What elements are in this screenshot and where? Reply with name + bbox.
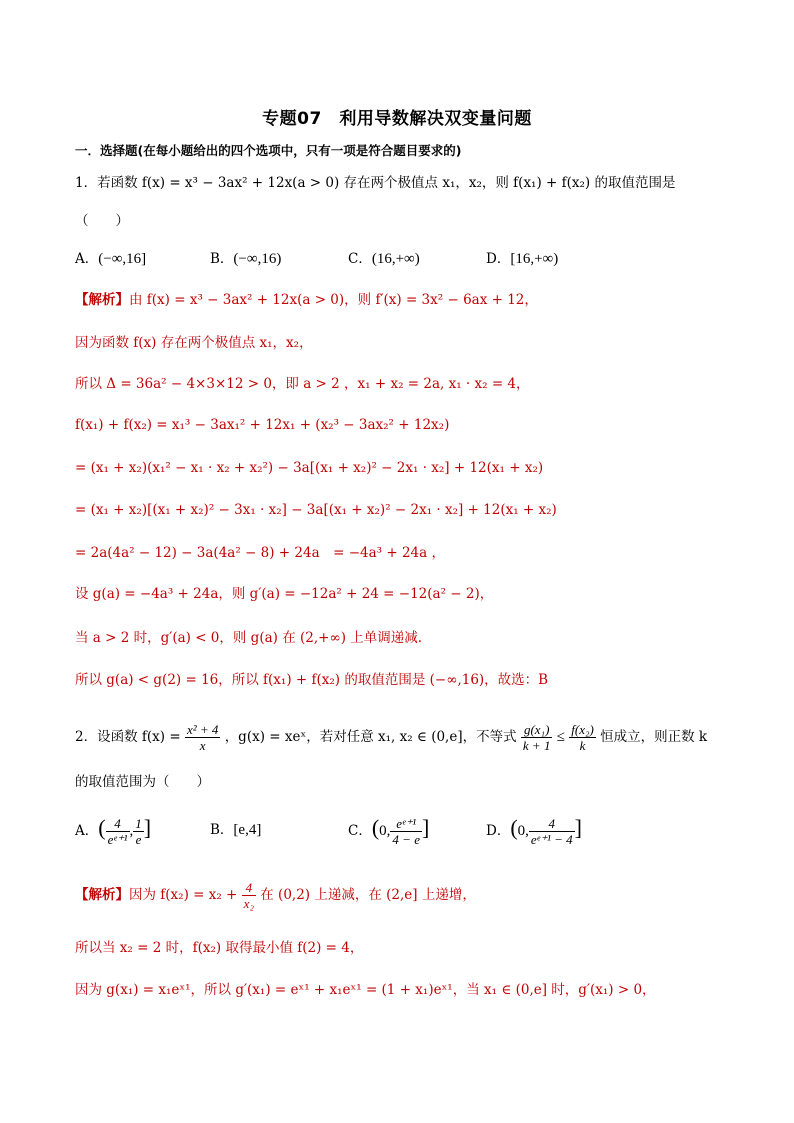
fraction: $\frac{\text{f(x₂)}}{k}$ <box>571 722 594 753</box>
fraction: $\frac{\text{x² + 4}}{x}$ <box>186 722 219 753</box>
q1-solution-line: f(x₁) + f(x₂) = x₁³ − 3ax₁² + 12x₁ + (x₂³ − 3ax₂² + 12x₂) <box>75 417 450 433</box>
q2-option-d: D．(0, $\frac{4}{\text{eᵉ⁺¹ − 4}}$ ] <box>486 815 582 847</box>
q1-option-a: A．(−∞,16] <box>75 251 147 267</box>
q1-solution-line: 所以 g(a) < g(2) = 16，所以 f(x₁) + f(x₂) 的取值范围是 (−∞,16)，故选：B <box>75 672 549 688</box>
q2-option-c: C．(0, $\frac{\text{eᵉ⁺¹}}{4 - e}$ ] <box>348 815 430 847</box>
q2-option-a: A．( $\frac{4}{\text{eᵉ⁺¹}}$ , $\frac{1}{e}$ ] <box>75 815 152 847</box>
fraction: $\frac{4}{\text{x₂}}$ <box>243 880 254 911</box>
q1-option-d: D．[16,+∞) <box>486 251 559 267</box>
q1-solution-line: = 2a(4a² − 12) − 3a(4a² − 8) + 24a = −4a³ + 24a ， <box>75 545 445 561</box>
q1-option-c: C．(16,+∞) <box>348 251 420 267</box>
q1-solution-line: 所以 Δ = 36a² − 4×3×12 > 0，即 a > 2 ，x₁ + x₂ = 2a, x₁ · x₂ = 4， <box>75 376 530 392</box>
q2-solution-line: 所以当 x₂ = 2 时，f(x₂) 取得最小值 f(2) = 4， <box>75 940 364 956</box>
q1-option-b: B．(−∞,16) <box>210 251 282 267</box>
q1-stem: 1．若函数 f(x) = x³ − 3ax² + 12x(a > 0) 存在两个极值点 x₁，x₂，则 f(x₁) + f(x₂) 的取值范围是 <box>75 175 676 191</box>
q2-solution-line: 【解析】因为 f(x₂) = x₂ + $\frac{4}{\text{x₂}}$ 在 (0,2) 上递减，在 (2,e] 上递增， <box>75 880 476 911</box>
q1-solution-line: 当 a > 2 时，g′(a) < 0，则 g(a) 在 (2,+∞) 上单调递减. <box>75 630 423 646</box>
q1-solution-line: = (x₁ + x₂)[(x₁ + x₂)² − 3x₁ · x₂] − 3a[(x₁ + x₂)² − 2x₁ · x₂] + 12(x₁ + x₂) <box>75 502 557 518</box>
q1-solution-line: 【解析】由 f(x) = x³ − 3ax² + 12x(a > 0)，则 f′(x) = 3x² − 6ax + 12， <box>75 292 538 308</box>
page-title: 专题07 利用导数解决双变量问题 <box>262 109 532 129</box>
solution-tag: 【解析】 <box>75 887 129 903</box>
q1-answer-paren: （ ） <box>75 213 129 229</box>
q2-solution-line: 因为 g(x₁) = x₁eˣ¹，所以 g′(x₁) = eˣ¹ + x₁eˣ¹ = (1 + x₁)eˣ¹，当 x₁ ∈ (0,e] 时，g′(x₁) > 0， <box>75 982 656 998</box>
q1-solution-line: 设 g(a) = −4a³ + 24a，则 g′(a) = −12a² + 24 = −12(a² − 2)， <box>75 586 494 602</box>
q2-stem-line2: 的取值范围为（ ） <box>75 774 210 790</box>
q2-stem: 2．设函数 f(x) = $\frac{\text{x² + 4}}{x}$ ，g(x) = xeˣ，若对任意 x₁, x₂ ∈ (0,e]，不等式 $\frac{\text{g(x₁)}}{k + 1}$ ≤ $\frac{\text{f(x₂)}}{k}$ 恒成立，则正数 k <box>75 722 708 753</box>
fraction: $\frac{\text{g(x₁)}}{k + 1}$ <box>522 722 551 753</box>
section-heading: 一．选择题(在每小题给出的四个选项中，只有一项是符合题目要求的) <box>75 143 462 158</box>
q1-solution-line: 因为函数 f(x) 存在两个极值点 x₁，x₂， <box>75 335 313 351</box>
q2-option-b: B．[e,4] <box>210 822 262 838</box>
solution-tag: 【解析】 <box>75 292 129 308</box>
q1-solution-line: = (x₁ + x₂)(x₁² − x₁ · x₂ + x₂²) − 3a[(x₁ + x₂)² − 2x₁ · x₂] + 12(x₁ + x₂) <box>75 460 544 476</box>
